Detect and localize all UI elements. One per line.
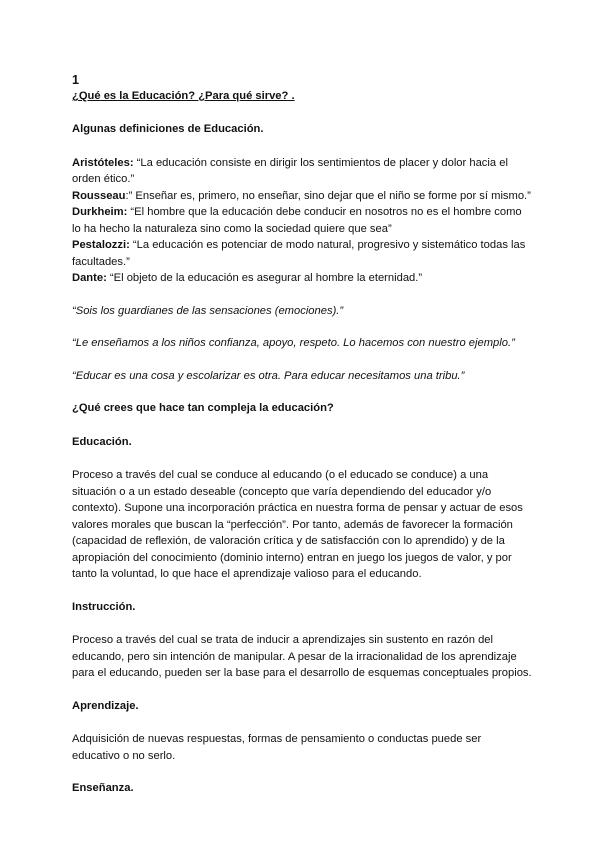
definition-item bbox=[72, 237, 532, 270]
section-body-educacion: Proceso a través del cual se conduce al educando (o el educado se conduce) a una situación o a un estado deseable (concepto que varía dependiendo del educador y/o contexto). Supone una incorporación práctica en nuestra forma de pensar y actuar de esos valores morales que buscan la “perfección”. Por tanto, además de favorecer la formación (capacidad de reflexión, de valoración crítica y de satisfacción con lo aprendido) y de la apropiación del conocimiento (dominio interno) entran en juego los juegos de valor, y por tanto la voluntad, lo que hace el aprendizaje valioso para el educando. bbox=[72, 469, 523, 580]
page-number: 1 bbox=[72, 73, 79, 87]
section-body-aprendizaje: Adquisición de nuevas respuestas, formas de pensamiento o conductas puede ser educativo o no serlo. bbox=[72, 733, 482, 762]
section-heading-aprendizaje: Aprendizaje. bbox=[72, 699, 139, 712]
definition-author: Rousseau bbox=[72, 189, 126, 202]
definition-item bbox=[72, 270, 532, 287]
definition-text: :” Enseñar es, primero, no enseñar, sino dejar que el niño se forme por sí mismo.” bbox=[125, 189, 531, 202]
definition-author: Durkheim: bbox=[72, 206, 128, 218]
section-heading-educacion: Educación. bbox=[72, 435, 132, 448]
definition-text: “La educación consiste en dirigir los sentimientos de placer y dolor hacia el orden ético.” bbox=[72, 156, 508, 185]
definition-text: “El hombre que la educación debe conducir en nosotros no es el hombre como lo ha hecho la naturaleza sino como la sociedad quiere que sea” bbox=[72, 206, 522, 235]
section-heading-instruccion: Instrucción. bbox=[72, 600, 136, 613]
definitions-heading: Algunas definiciones de Educación. bbox=[72, 123, 264, 135]
document-title: ¿Qué es la Educación? ¿Para qué sirve? . bbox=[72, 90, 295, 102]
quote: “Sois los guardianes de las sensaciones (emociones).” bbox=[72, 304, 344, 317]
question-heading: ¿Qué crees que hace tan compleja la educación? bbox=[72, 402, 334, 414]
quote: “Le enseñamos a los niños confianza, apoyo, respeto. Lo hacemos con nuestro ejemplo.” bbox=[72, 337, 515, 349]
definition-item bbox=[72, 204, 532, 237]
definition-text: “La educación es potenciar de modo natural, progresivo y sistemático todas las facultades.” bbox=[72, 239, 526, 268]
quote: “Educar es una cosa y escolarizar es otra. Para educar necesitamos una tribu.” bbox=[72, 369, 465, 382]
section-heading-ensenanza: Enseñanza. bbox=[72, 782, 134, 794]
definition-author: Pestalozzi: bbox=[72, 239, 130, 251]
definition-item bbox=[72, 188, 532, 205]
definition-item bbox=[72, 155, 532, 188]
definition-author: Dante: bbox=[72, 272, 107, 284]
definition-author: Aristóteles: bbox=[72, 156, 134, 169]
document-page bbox=[72, 72, 532, 797]
definitions-list bbox=[72, 155, 532, 287]
definition-text: “El objeto de la educación es asegurar al hombre la eternidad.” bbox=[106, 272, 423, 284]
section-body-instruccion: Proceso a través del cual se trata de inducir a aprendizajes sin sustento en razón del educando, pero sin intención de manipular. A pesar de la irracionalidad de los aprendizaje para el educando, pueden ser la base para el desarrollo de esquemas conceptuales propios. bbox=[72, 634, 532, 679]
